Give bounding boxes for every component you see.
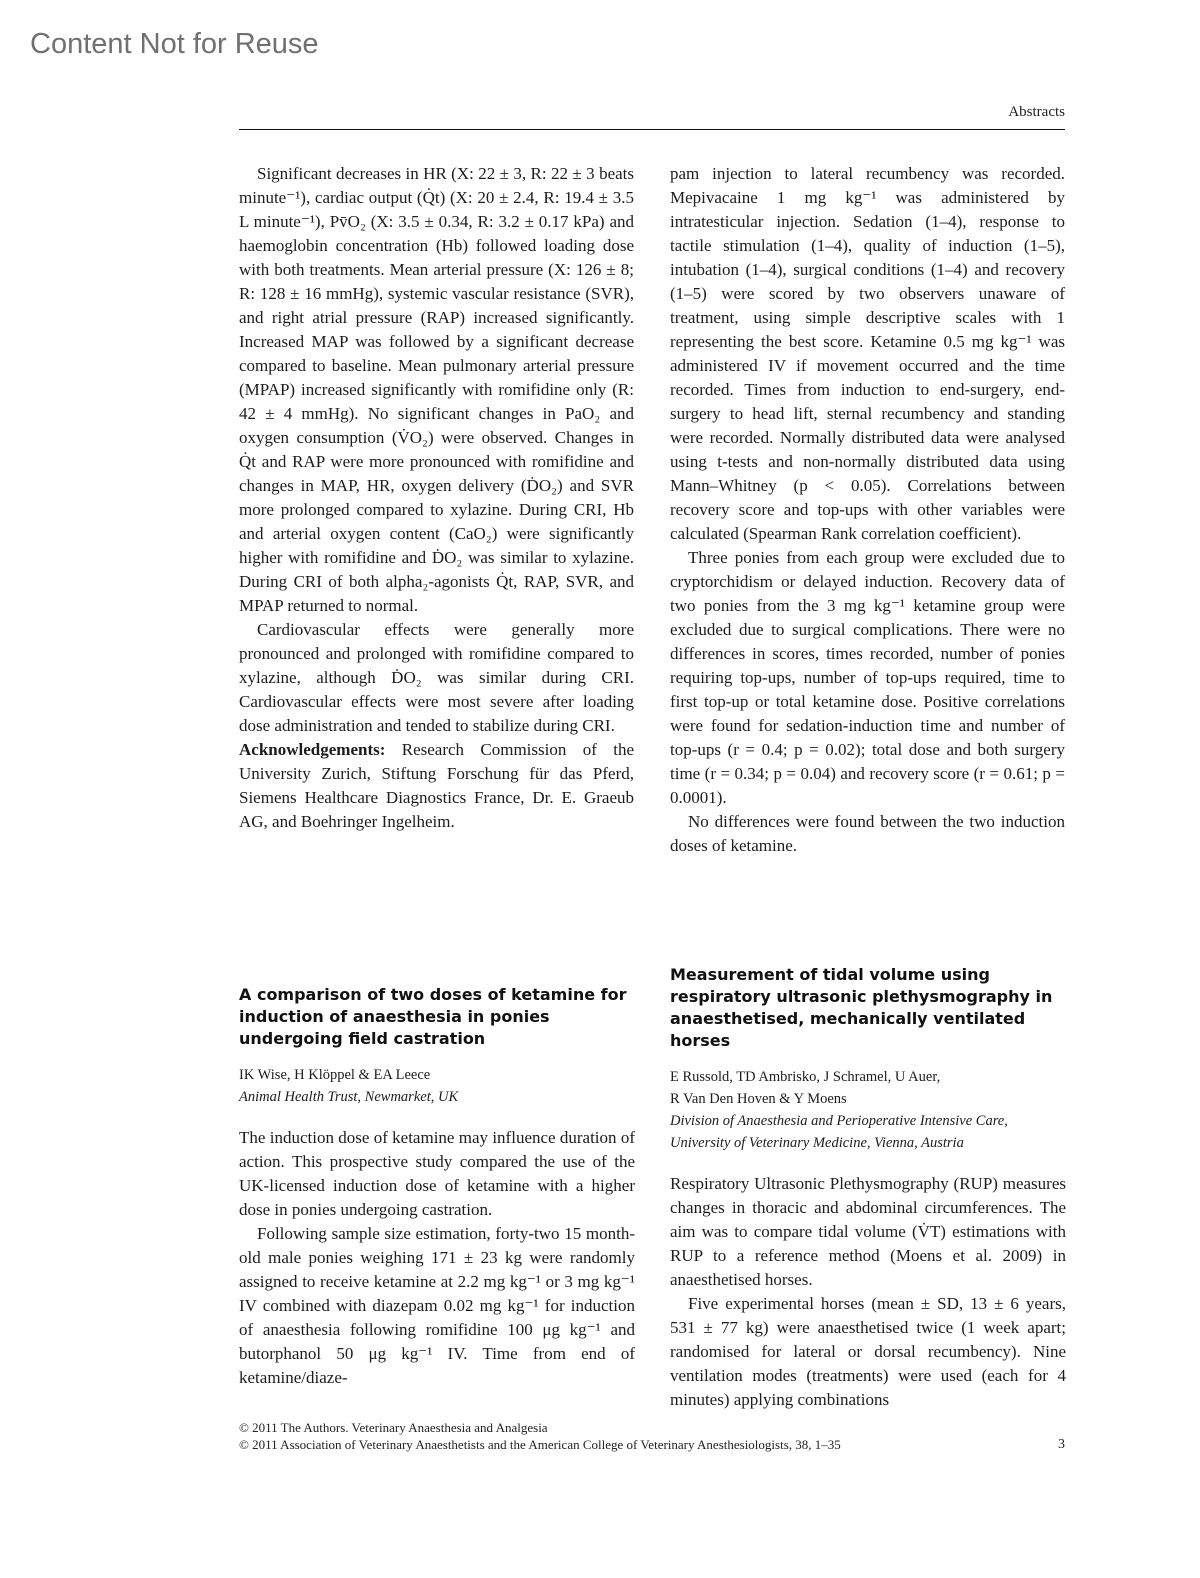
acknowledgements: [239, 738, 634, 834]
tidal-volume-abstract-paragraph-2: Five experimental horses (mean ± SD, 13 ± 6 years, 531 ± 77 kg) were anaesthetised twice (1 week apart; randomised for lateral or dorsal recumbency). Nine ventilation modes (treatments) were used (each for 4 minutes) applying combinations: [670, 1294, 1066, 1409]
ketamine-abstract-affiliation: Animal Health Trust, Newmarket, UK: [239, 1089, 459, 1105]
tidal-volume-abstract-paragraph-1: Respiratory Ultrasonic Plethysmography (RUP) measures changes in thoracic and abdominal circumferences. The aim was to compare tidal volume (V̇T) estimations with RUP to a reference method (Moens et al. 2009) in anaesthetised horses.: [670, 1174, 1066, 1289]
left-column: [239, 162, 634, 834]
tidal-volume-abstract-title: Measurement of tidal volume using respiratory ultrasonic plethysmography in anaesthetised, mechanically ventilated horses: [670, 965, 1053, 1050]
left-paragraph-2: Cardiovascular effects were generally more pronounced and prolonged with romifidine compared to xylazine, although ḊO₂ was similar during CRI. Cardiovascular effects were most severe after loading dose administration and tended to stabilize during CRI.: [239, 620, 634, 735]
right-column: [670, 162, 1065, 858]
tidal-volume-abstract-affiliation-1: Division of Anaesthesia and Perioperative Intensive Care,: [670, 1113, 1008, 1129]
tidal-volume-abstract-authors-1: E Russold, TD Ambrisko, J Schramel, U Auer,: [670, 1069, 941, 1085]
running-head: Abstracts: [1008, 104, 1065, 120]
left-paragraph-1: Significant decreases in HR (X: 22 ± 3, R: 22 ± 3 beats minute⁻¹), cardiac output (Q̇t) (X: 20 ± 2.4, R: 19.4 ± 3.5 L minute⁻¹), Pv̄O₂ (X: 3.5 ± 0.34, R: 3.2 ± 0.17 kPa) and haemoglobin concentration (Hb) followed loading dose with both treatments. Mean arterial pressure (X: 126 ± 8; R: 128 ± 16 mmHg), systemic vascular resistance (SVR), and right atrial pressure (RAP) increased significantly. Increased MAP was followed by a significant decrease compared to baseline. Mean pulmonary arterial pressure (MPAP) increased significantly with romifidine only (R: 42 ± 4 mmHg). No significant changes in PaO₂ and oxygen consumption (V̇O₂) were observed. Changes in Q̇t and RAP were more pronounced with romifidine and changes in MAP, HR, oxygen delivery (ḊO₂) and SVR more prolonged compared to xylazine. During CRI, Hb and arterial oxygen content (CaO₂) were significantly higher with romifidine and ḊO₂ was similar to xylazine. During CRI of both alpha₂-agonists Q̇t, RAP, SVR, and MPAP returned to normal.: [239, 164, 634, 615]
right-paragraph-1: pam injection to lateral recumbency was recorded. Mepivacaine 1 mg kg⁻¹ was administered by intratesticular injection. Sedation (1–4), response to tactile stimulation (1–4), quality of induction (1–5), intubation (1–4), surgical conditions (1–4) and recovery (1–5) were scored by two observers unaware of treatment, using simple descriptive scales with 1 representing the best score. Ketamine 0.5 mg kg⁻¹ was administered IV if movement occurred and the time recorded. Times from induction to end-surgery, end-surgery to head lift, sternal recumbency and standing were recorded. Normally distributed data were analysed using t-tests and non-normally distributed data using Mann–Whitney (p < 0.05). Correlations between recovery score and top-ups with other variables were calculated (Spearman Rank correlation coefficient).: [670, 164, 1065, 543]
page-footer: [239, 1419, 1065, 1453]
tidal-volume-abstract-body: [670, 1172, 1066, 1412]
tidal-volume-abstract: [670, 964, 1066, 1412]
ketamine-abstract-title: A comparison of two doses of ketamine for induction of anaesthesia in ponies undergoing field castration: [239, 985, 627, 1048]
ketamine-abstract: [239, 984, 635, 1390]
ketamine-abstract-paragraph-1: The induction dose of ketamine may influence duration of action. This prospective study compared the use of the UK-licensed induction dose of ketamine with a higher dose in ponies undergoing castration.: [239, 1128, 635, 1219]
ketamine-abstract-paragraph-2: Following sample size estimation, forty-two 15 month-old male ponies weighing 171 ± 23 kg were randomly assigned to receive ketamine at 2.2 mg kg⁻¹ or 3 mg kg⁻¹ IV combined with diazepam 0.02 mg kg⁻¹ for induction of anaesthesia following romifidine 100 μg kg⁻¹ and butorphanol 50 μg kg⁻¹ IV. Time from end of ketamine/diaze-: [239, 1224, 635, 1387]
ketamine-abstract-authors: IK Wise, H Klöppel & EA Leece: [239, 1067, 431, 1083]
watermark: Content Not for Reuse: [30, 28, 319, 60]
tidal-volume-abstract-affiliation-2: University of Veterinary Medicine, Vienna, Austria: [670, 1135, 964, 1151]
ketamine-abstract-body: [239, 1126, 635, 1390]
acknowledgements-text: Research Commission of the University Zurich, Stiftung Forschung für das Pferd, Siemens Healthcare Diagnostics France, Dr. E. Graeub AG, and Boehringer Ingelheim.: [239, 740, 634, 831]
footer-copyright-1: © 2011 The Authors. Veterinary Anaesthesia and Analgesia: [239, 1420, 548, 1435]
right-paragraph-3: No differences were found between the two induction doses of ketamine.: [670, 812, 1065, 855]
page-number: 3: [1058, 1437, 1065, 1452]
right-paragraph-2: Three ponies from each group were excluded due to cryptorchidism or delayed induction. Recovery data of two ponies from the 3 mg kg⁻¹ ketamine group were excluded due to surgical complications. There were no differences in scores, times recorded, number of ponies requiring top-ups, number of top-ups required, time to first top-up or total ketamine dose. Positive correlations were found for sedation-induction time and number of top-ups (r = 0.4; p = 0.02); total dose and both surgery time (r = 0.34; p = 0.04) and recovery score (r = 0.61; p = 0.0001).: [670, 548, 1065, 807]
tidal-volume-abstract-authors-2: R Van Den Hoven & Y Moens: [670, 1091, 847, 1107]
acknowledgements-label: Acknowledgements:: [239, 740, 386, 759]
footer-copyright-2: © 2011 Association of Veterinary Anaesthetists and the American College of Veterinary Anesthesiologists, 38, 1–35: [239, 1437, 841, 1452]
header-rule: [239, 129, 1065, 130]
